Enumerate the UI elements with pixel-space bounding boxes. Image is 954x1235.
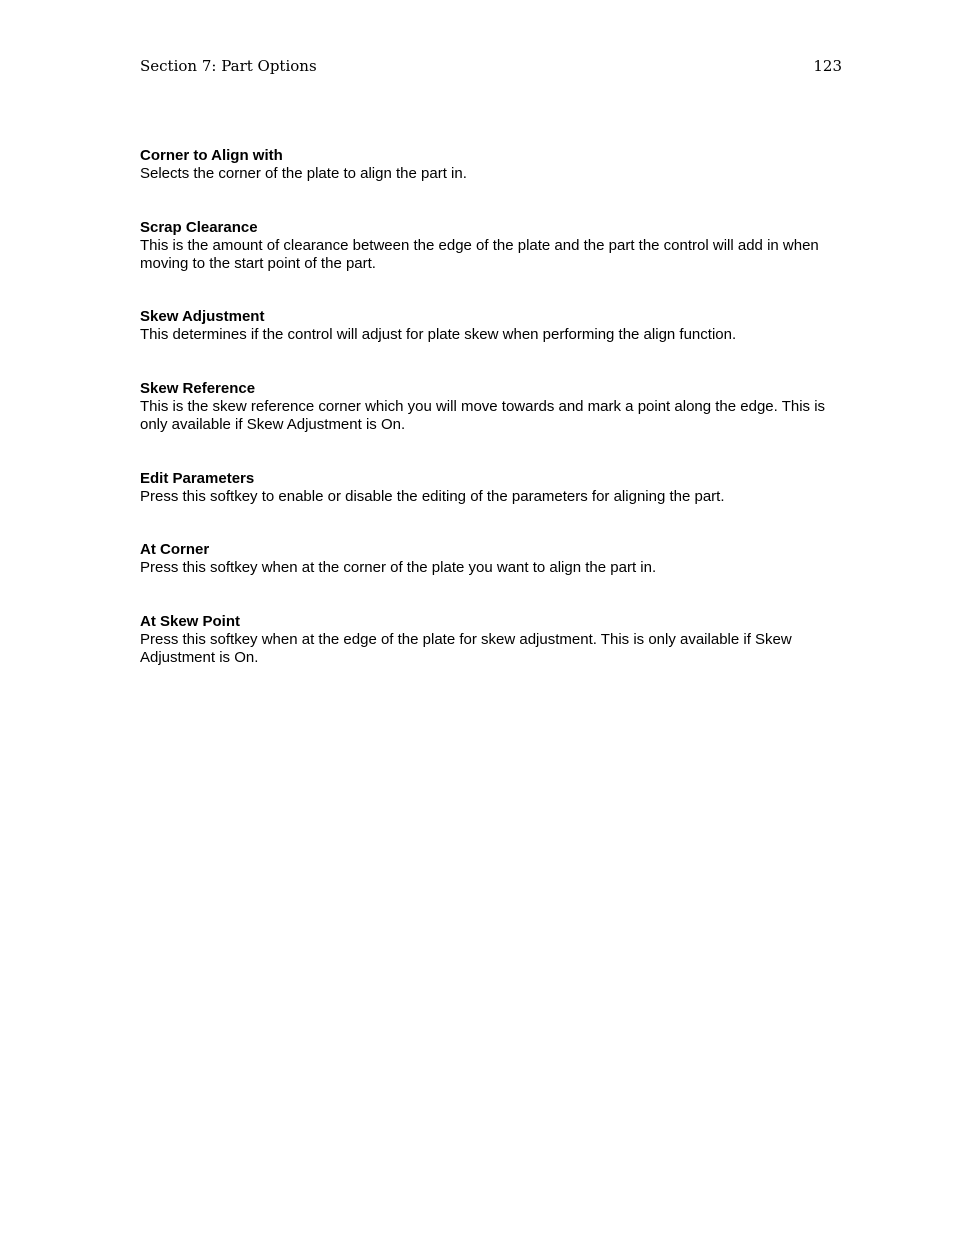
page-header — [140, 56, 842, 76]
entry-description: This is the amount of clearance between the edge of the plate and the part the control will add in when moving to the start point of the part. — [140, 237, 819, 272]
section-title: Section 7: Part Options — [140, 57, 317, 75]
entry-description: Press this softkey when at the edge of the plate for skew adjustment. This is only available if Skew Adjustment is On. — [140, 631, 792, 666]
entry-title: Skew Reference — [140, 380, 256, 397]
entry-edit-parameters — [140, 470, 845, 506]
entry-description: Press this softkey to enable or disable the editing of the parameters for aligning the part. — [140, 488, 725, 505]
entry-description: Selects the corner of the plate to align the part in. — [140, 165, 467, 182]
entry-title: Edit Parameters — [140, 470, 255, 487]
entry-corner-to-align-with — [140, 147, 845, 183]
entry-title: Corner to Align with — [140, 147, 283, 164]
page-number: 123 — [813, 57, 842, 75]
entry-skew-reference — [140, 380, 845, 434]
entry-description: Press this softkey when at the corner of the plate you want to align the part in. — [140, 559, 657, 576]
entry-title: Skew Adjustment — [140, 308, 265, 325]
entry-skew-adjustment — [140, 308, 845, 344]
entry-title: At Skew Point — [140, 613, 241, 630]
entry-description: This is the skew reference corner which you will move towards and mark a point along the edge. This is only available if Skew Adjustment is On. — [140, 398, 826, 433]
entry-title: At Corner — [140, 541, 210, 558]
entry-title: Scrap Clearance — [140, 219, 258, 236]
entry-scrap-clearance — [140, 219, 845, 273]
entry-at-corner — [140, 541, 845, 577]
entry-at-skew-point — [140, 613, 845, 667]
entry-description: This determines if the control will adjust for plate skew when performing the align function. — [140, 326, 737, 343]
